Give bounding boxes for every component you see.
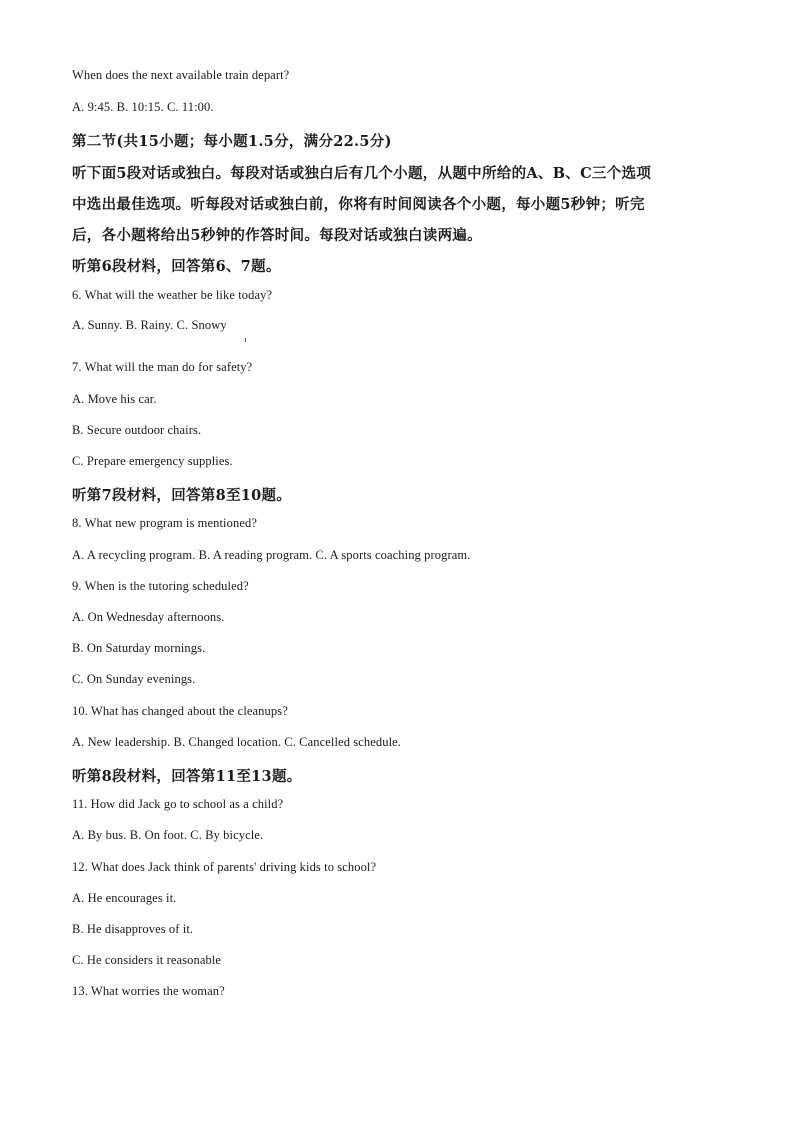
question-6-options: A. Sunny. B. Rainy. C. Snowy [72, 318, 227, 332]
question-9-option-c: C. On Sunday evenings. [72, 672, 196, 686]
question-7-option-b: B. Secure outdoor chairs. [72, 423, 202, 437]
question-8-text: 8. What new program is mentioned? [72, 516, 257, 530]
question-8-options: A. A recycling program. B. A reading program. C. A sports coaching program. [72, 548, 471, 562]
question-7-option-a: A. Move his car. [72, 392, 157, 406]
stray-mark [245, 338, 246, 342]
question-10-options: A. New leadership. B. Changed location. C. Cancelled schedule. [72, 735, 402, 749]
section-instructions-line-3: 后，各小题将给出5秒钟的作答时间。每段对话或独白读两遍。 [72, 227, 482, 244]
question-13-text: 13. What worries the woman? [72, 984, 225, 998]
question-11-text: 11. How did Jack go to school as a child? [72, 797, 284, 811]
question-9-option-a: A. On Wednesday afternoons. [72, 610, 225, 624]
question-7-option-c: C. Prepare emergency supplies. [72, 454, 233, 468]
question-7-text: 7. What will the man do for safety? [72, 360, 253, 374]
question-9-text: 9. When is the tutoring scheduled? [72, 579, 249, 593]
question-5-options: A. 9:45. B. 10:15. C. 11:00. [72, 100, 214, 114]
question-12-option-b: B. He disapproves of it. [72, 922, 194, 936]
question-5-text: When does the next available train depart? [72, 68, 290, 82]
question-11-options: A. By bus. B. On foot. C. By bicycle. [72, 828, 264, 842]
material-7-heading: 听第7段材料，回答第8至10题。 [72, 487, 292, 504]
question-12-option-a: A. He encourages it. [72, 891, 177, 905]
question-9-option-b: B. On Saturday mornings. [72, 641, 206, 655]
question-12-text: 12. What does Jack think of parents' driving kids to school? [72, 860, 377, 874]
question-12-option-c: C. He considers it reasonable [72, 953, 222, 967]
section-2-heading: 第二节(共15小题；每小题1.5分，满分22.5分) [72, 133, 392, 150]
material-6-heading: 听第6段材料，回答第6、7题。 [72, 258, 281, 275]
section-instructions-line-1: 听下面5段对话或独白。每段对话或独白后有几个小题，从题中所给的A、B、C三个选项 [72, 165, 652, 182]
question-6-text: 6. What will the weather be like today? [72, 288, 273, 302]
question-10-text: 10. What has changed about the cleanups? [72, 704, 288, 718]
section-instructions-line-2: 中选出最佳选项。听每段对话或独白前，你将有时间阅读各个小题，每小题5秒钟；听完 [72, 196, 645, 213]
material-8-heading: 听第8段材料，回答第11至13题。 [72, 768, 302, 785]
